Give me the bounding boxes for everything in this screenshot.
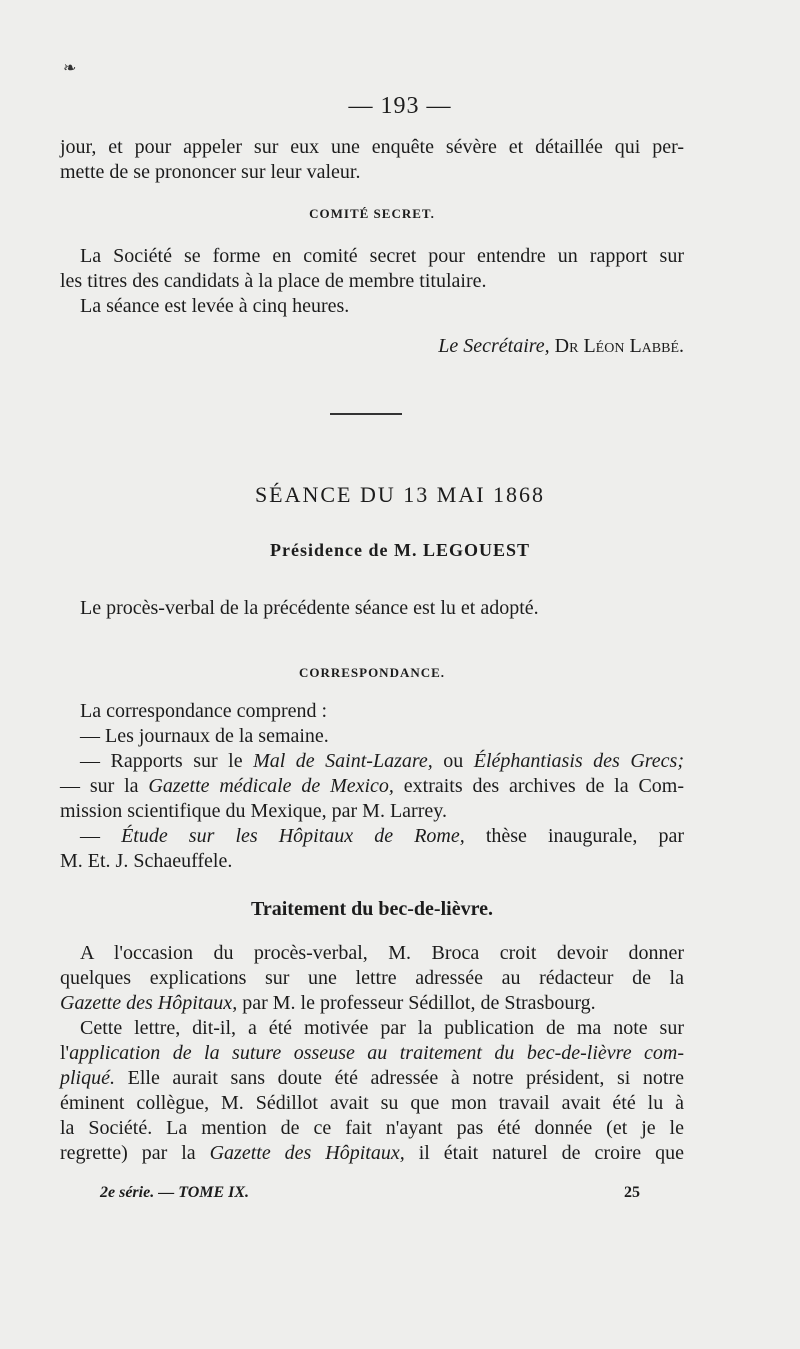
footer-series: 2e série. — TOME IX. — [100, 1184, 250, 1201]
paragraph-comite — [60, 244, 684, 319]
signature-role: Le Secrétaire, — [438, 335, 550, 357]
corr-heading-block — [60, 665, 684, 681]
text-line: l'application de la suture osseuse au traitement du bec-de-lièvre com- — [60, 1042, 684, 1064]
section-heading-comite: COMITÉ SECRET. — [309, 206, 435, 221]
traitement-heading-block — [60, 898, 684, 921]
text-line: quelques explications sur une lettre adressée au rédacteur de la — [60, 967, 684, 989]
paragraph-traitement — [60, 941, 684, 1166]
section-heading-traitement: Traitement du bec-de-lièvre. — [251, 898, 493, 920]
presidence: Présidence de M. LEGOUEST — [270, 540, 530, 560]
text-line: — Étude sur les Hôpitaux de Rome, thèse inaugurale, par — [80, 825, 684, 847]
ink-speck-icon: ❧ — [63, 60, 77, 77]
text-line: — Rapports sur le Mal de Saint-Lazare, ou Éléphantiasis des Grecs; — [80, 750, 685, 772]
comite-heading-block — [60, 206, 684, 222]
text-line: la Société. La mention de ce fait n'ayant pas été donnée (et je le — [60, 1117, 684, 1139]
seance-title: SÉANCE DU 13 MAI 1868 — [254, 482, 546, 507]
text-line: Gazette des Hôpitaux, par M. le professeur Sédillot, de Strasbourg. — [60, 992, 596, 1014]
text-line: mission scientifique du Mexique, par M. Larrey. — [60, 800, 447, 822]
paragraph-intro — [60, 135, 684, 185]
text-line: éminent collègue, M. Sédillot avait su que mon travail avait été lu à — [60, 1092, 684, 1114]
divider — [330, 413, 402, 415]
text-line: A l'occasion du procès-verbal, M. Broca croit devoir donner — [80, 942, 684, 964]
page-footer — [100, 1184, 640, 1202]
text-line: — sur la Gazette médicale de Mexico, extraits des archives de la Com- — [60, 775, 684, 797]
signature — [60, 335, 684, 358]
text-line: les titres des candidats à la place de membre titulaire. — [60, 270, 487, 292]
text-line: La séance est levée à cinq heures. — [80, 295, 350, 317]
signature-name: Dr Léon Labbé. — [554, 335, 684, 357]
text-line: jour, et pour appeler sur eux une enquête sévère et détaillée qui per- — [60, 136, 684, 158]
text-line: pliqué. Elle aurait sans doute été adressée à notre président, si notre — [60, 1067, 685, 1089]
page-number: — 193 — — [348, 93, 452, 119]
text-line: Le procès-verbal de la précédente séance est lu et adopté. — [80, 597, 539, 619]
paragraph-pv — [60, 596, 684, 621]
paragraph-correspondance — [60, 699, 684, 874]
text-line: La Société se forme en comité secret pour entendre un rapport sur — [80, 245, 684, 267]
text-line: mette de se prononcer sur leur valeur. — [60, 161, 361, 183]
text-line: La correspondance comprend : — [80, 700, 328, 722]
footer-signature-number: 25 — [624, 1184, 640, 1201]
text-line: regrette) par la Gazette des Hôpitaux, il était naturel de croire que — [60, 1142, 684, 1164]
text-line: — Les journaux de la semaine. — [80, 725, 329, 747]
text-line: M. Et. J. Schaeuffele. — [60, 850, 233, 872]
section-heading-correspondance: CORRESPONDANCE. — [298, 665, 446, 680]
text-line: Cette lettre, dit-il, a été motivée par la publication de ma note sur — [80, 1017, 684, 1039]
